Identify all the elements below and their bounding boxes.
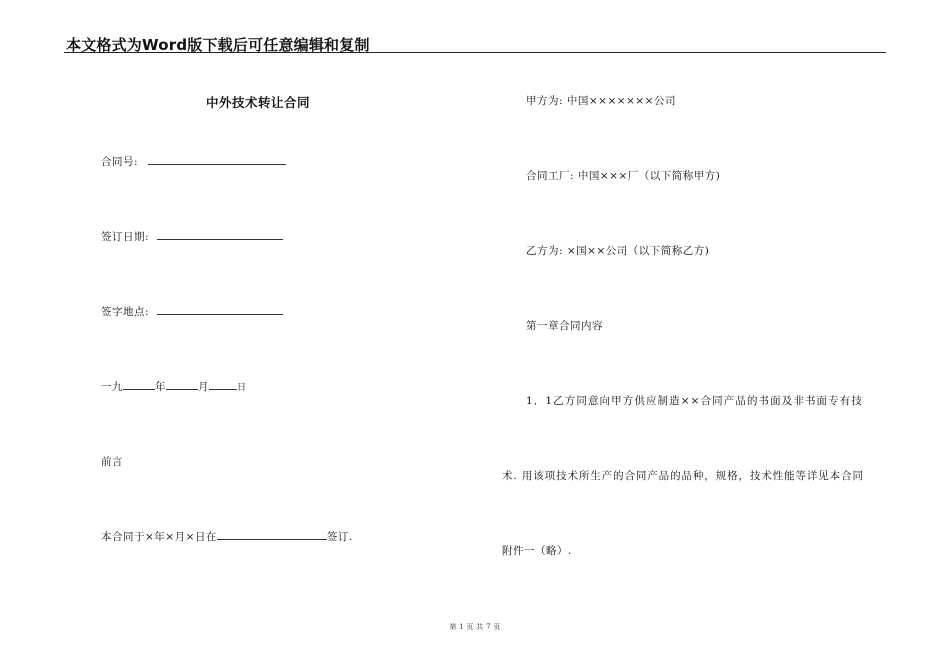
party-b-line: 乙方为: ×国××公司（以下简称乙方)	[526, 245, 710, 257]
month-label: 月	[198, 381, 209, 393]
page-number: 第 1 页 共 7 页	[449, 623, 501, 631]
document-header-title: 本文格式为Word版下载后可任意编辑和复制	[66, 36, 370, 54]
month-blank	[166, 379, 198, 390]
preface-text-after: 签订.	[326, 531, 353, 543]
preface-place-blank	[217, 529, 327, 540]
day-label: 日	[237, 383, 247, 393]
year-label: 年	[155, 381, 166, 393]
sign-place-label: 签字地点:	[101, 306, 150, 318]
year-blank	[123, 379, 155, 390]
date-prefix: 一九	[101, 381, 123, 393]
contract-number-blank	[148, 154, 286, 165]
sign-date-label: 签订日期:	[101, 231, 150, 243]
sign-date-row	[101, 229, 283, 244]
date-line	[101, 379, 247, 394]
factory-line: 合同工厂: 中国×××厂（以下简称甲方)	[526, 170, 721, 182]
clause-1-line-2: 术. 用该项技术所生产的合同产品的品种，规格，技术性能等详见本合同	[502, 470, 864, 482]
sign-date-blank	[157, 229, 283, 240]
contract-title: 中外技术转让合同	[206, 95, 311, 110]
clause-1-line-3: 附件一（略）.	[502, 545, 572, 557]
preface-heading: 前言	[101, 456, 123, 468]
day-blank	[209, 379, 237, 390]
contract-number-row	[101, 154, 286, 169]
preface-text-before: 本合同于×年×月×日在	[101, 531, 217, 543]
sign-place-row	[101, 304, 283, 319]
chapter-heading: 第一章合同内容	[526, 320, 603, 332]
contract-number-label: 合同号:	[101, 156, 139, 168]
header-divider	[64, 52, 886, 53]
sign-place-blank	[157, 304, 283, 315]
clause-1-line-1: 1．1乙方同意向甲方供应制造××合同产品的书面及非书面专有技	[526, 395, 863, 407]
party-a-line: 甲方为: 中国×××××××公司	[526, 95, 676, 107]
preface-sentence	[101, 529, 353, 544]
